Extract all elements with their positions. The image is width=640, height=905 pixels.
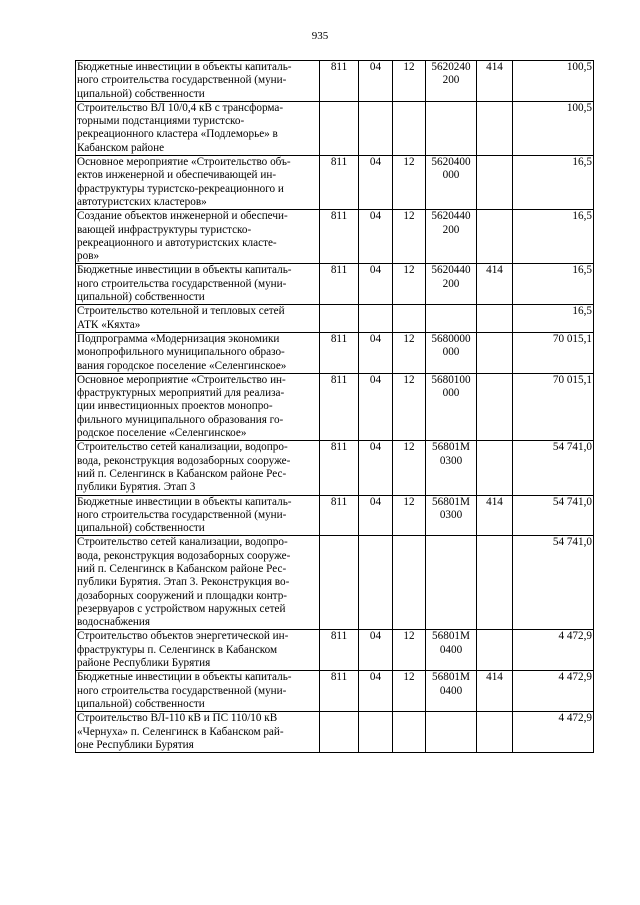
ministry-code-cell bbox=[320, 305, 359, 333]
table-row bbox=[76, 373, 594, 440]
expense-name-cell bbox=[76, 495, 320, 536]
target-article-line: 5680100 bbox=[431, 373, 471, 386]
ministry-code-cell: 811 bbox=[320, 495, 359, 536]
section-code-cell bbox=[359, 536, 393, 630]
section-code-cell: 04 bbox=[359, 332, 393, 373]
section-code-cell bbox=[359, 712, 393, 753]
subsection-code-cell: 12 bbox=[393, 671, 426, 712]
expense-name-line: автотуристских кластеров» bbox=[77, 195, 207, 208]
target-article-line: 0400 bbox=[439, 684, 463, 697]
expense-name-line: Бюджетные инвестиции в объекты капиталь- bbox=[77, 495, 292, 508]
expense-name-line: ципальной) собственности bbox=[77, 697, 205, 710]
expense-name-line: фраструктурных мероприятий для реализа- bbox=[77, 387, 285, 400]
section-code-cell bbox=[359, 101, 393, 155]
expense-name-cell bbox=[76, 210, 320, 264]
target-article-line: 5620440 bbox=[431, 210, 471, 223]
section-code-cell: 04 bbox=[359, 61, 393, 102]
expense-name-cell bbox=[76, 373, 320, 440]
expense-name-line: торными подстанциями туристско- bbox=[77, 115, 245, 128]
target-article-line: 000 bbox=[442, 169, 460, 182]
ministry-code-cell bbox=[320, 536, 359, 630]
expense-name-line: ципальной) собственности bbox=[77, 87, 205, 100]
expense-name-line: оне Республики Бурятия bbox=[77, 738, 194, 751]
expense-name-line: «Чернуха» п. Селенгинск в Кабанском рай- bbox=[77, 725, 284, 738]
expense-type-cell bbox=[477, 630, 513, 671]
amount-cell: 16,5 bbox=[513, 264, 594, 305]
expense-type-cell bbox=[477, 210, 513, 264]
subsection-code-cell: 12 bbox=[393, 156, 426, 210]
expense-name-line: Основное мероприятие «Строительство ин- bbox=[77, 373, 286, 386]
expense-name-line: резервуаров с устройством наружных сетей bbox=[77, 602, 286, 615]
table-row bbox=[76, 264, 594, 305]
target-article-line: 0300 bbox=[439, 454, 463, 467]
expense-name-line: фильного муниципального образования го- bbox=[77, 413, 284, 426]
target-article-line: 56801М bbox=[432, 630, 470, 643]
expense-name-line: рекреационного и автотуристских класте- bbox=[77, 236, 277, 249]
section-code-cell: 04 bbox=[359, 630, 393, 671]
section-code-cell: 04 bbox=[359, 156, 393, 210]
section-code-cell: 04 bbox=[359, 441, 393, 495]
expense-name-line: фраструктуры п. Селенгинск в Кабанском bbox=[77, 643, 278, 656]
amount-cell: 4 472,9 bbox=[513, 712, 594, 753]
subsection-code-cell bbox=[393, 305, 426, 333]
ministry-code-cell: 811 bbox=[320, 332, 359, 373]
target-article-line: 56801М bbox=[432, 495, 470, 508]
ministry-code-cell: 811 bbox=[320, 441, 359, 495]
expense-type-cell bbox=[477, 536, 513, 630]
expense-name-cell bbox=[76, 264, 320, 305]
target-article-line: 5620400 bbox=[431, 156, 471, 169]
expense-name-cell bbox=[76, 630, 320, 671]
target-article-line: 56801М bbox=[432, 671, 470, 684]
target-article-cell bbox=[426, 156, 477, 210]
ministry-code-cell: 811 bbox=[320, 630, 359, 671]
expense-name-line: ров» bbox=[77, 250, 100, 263]
expense-name-cell bbox=[76, 61, 320, 102]
target-article-cell bbox=[426, 495, 477, 536]
target-article-cell bbox=[426, 332, 477, 373]
amount-cell: 70 015,1 bbox=[513, 332, 594, 373]
amount-cell: 4 472,9 bbox=[513, 630, 594, 671]
section-code-cell: 04 bbox=[359, 264, 393, 305]
amount-cell: 4 472,9 bbox=[513, 671, 594, 712]
table-row bbox=[76, 101, 594, 155]
target-article-cell bbox=[426, 630, 477, 671]
subsection-code-cell: 12 bbox=[393, 264, 426, 305]
expense-name-line: монопрофильного муниципального образо- bbox=[77, 346, 285, 359]
target-article-line: 0300 bbox=[439, 508, 463, 521]
amount-cell: 16,5 bbox=[513, 305, 594, 333]
table-row bbox=[76, 210, 594, 264]
subsection-code-cell: 12 bbox=[393, 495, 426, 536]
ministry-code-cell: 811 bbox=[320, 373, 359, 440]
budget-table bbox=[75, 60, 594, 753]
table-row bbox=[76, 671, 594, 712]
table-row bbox=[76, 305, 594, 333]
expense-name-line: вода, реконструкция водозаборных сооруже- bbox=[77, 454, 291, 467]
amount-cell: 54 741,0 bbox=[513, 536, 594, 630]
table-row bbox=[76, 712, 594, 753]
subsection-code-cell: 12 bbox=[393, 210, 426, 264]
expense-name-line: ципальной) собственности bbox=[77, 291, 205, 304]
subsection-code-cell: 12 bbox=[393, 373, 426, 440]
target-article-line: 5680000 bbox=[431, 332, 471, 345]
subsection-code-cell: 12 bbox=[393, 61, 426, 102]
amount-cell: 70 015,1 bbox=[513, 373, 594, 440]
expense-name-line: родское поселение «Селенгинское» bbox=[77, 427, 247, 440]
subsection-code-cell: 12 bbox=[393, 332, 426, 373]
subsection-code-cell bbox=[393, 101, 426, 155]
table-row bbox=[76, 495, 594, 536]
expense-name-line: ного строительства государственной (муни- bbox=[77, 684, 287, 697]
budget-table-body bbox=[76, 61, 594, 753]
target-article-line: 000 bbox=[442, 387, 460, 400]
ministry-code-cell bbox=[320, 712, 359, 753]
expense-name-cell bbox=[76, 536, 320, 630]
target-article-cell bbox=[426, 712, 477, 753]
expense-name-line: Строительство объектов энергетической ин- bbox=[77, 630, 289, 643]
expense-type-cell bbox=[477, 101, 513, 155]
expense-type-cell bbox=[477, 373, 513, 440]
target-article-cell bbox=[426, 264, 477, 305]
target-article-cell bbox=[426, 441, 477, 495]
table-row bbox=[76, 156, 594, 210]
ministry-code-cell: 811 bbox=[320, 671, 359, 712]
page-number: 935 bbox=[311, 30, 329, 42]
expense-type-cell: 414 bbox=[477, 264, 513, 305]
expense-name-line: ного строительства государственной (муни- bbox=[77, 277, 287, 290]
expense-type-cell bbox=[477, 441, 513, 495]
amount-cell: 100,5 bbox=[513, 101, 594, 155]
table-row bbox=[76, 441, 594, 495]
expense-name-line: публики Бурятия. Этап 3. Реконструкция во- bbox=[77, 576, 290, 589]
table-row bbox=[76, 536, 594, 630]
expense-name-line: ний п. Селенгинск в Кабанском районе Рес- bbox=[77, 467, 287, 480]
expense-name-cell bbox=[76, 712, 320, 753]
expense-name-line: Бюджетные инвестиции в объекты капиталь- bbox=[77, 61, 292, 73]
expense-name-line: Подпрограмма «Модернизация экономики bbox=[77, 332, 280, 345]
section-code-cell: 04 bbox=[359, 373, 393, 440]
expense-name-line: публики Бурятия. Этап 3 bbox=[77, 481, 196, 494]
section-code-cell: 04 bbox=[359, 671, 393, 712]
table-row bbox=[76, 630, 594, 671]
section-code-cell: 04 bbox=[359, 210, 393, 264]
section-code-cell bbox=[359, 305, 393, 333]
expense-name-line: Строительство ВЛ-110 кВ и ПС 110/10 кВ bbox=[77, 712, 278, 725]
expense-name-line: районе Республики Бурятия bbox=[77, 657, 211, 670]
expense-name-line: Основное мероприятие «Строительство объ- bbox=[77, 156, 291, 169]
target-article-cell bbox=[426, 61, 477, 102]
subsection-code-cell bbox=[393, 712, 426, 753]
ministry-code-cell: 811 bbox=[320, 264, 359, 305]
expense-name-line: рекреационного кластера «Подлеморье» в bbox=[77, 128, 278, 141]
table-row bbox=[76, 61, 594, 102]
target-article-line: 5620440 bbox=[431, 264, 471, 277]
expense-name-line: ципальной) собственности bbox=[77, 522, 205, 535]
table-row bbox=[76, 332, 594, 373]
expense-name-line: Строительство котельной и тепловых сетей bbox=[77, 305, 285, 318]
expense-type-cell: 414 bbox=[477, 495, 513, 536]
ministry-code-cell: 811 bbox=[320, 156, 359, 210]
expense-name-line: ного строительства государственной (муни- bbox=[77, 74, 287, 87]
amount-cell: 54 741,0 bbox=[513, 441, 594, 495]
expense-name-line: Бюджетные инвестиции в объекты капиталь- bbox=[77, 264, 292, 277]
subsection-code-cell bbox=[393, 536, 426, 630]
target-article-cell bbox=[426, 373, 477, 440]
expense-type-cell bbox=[477, 305, 513, 333]
expense-name-cell bbox=[76, 101, 320, 155]
expense-name-cell bbox=[76, 156, 320, 210]
expense-name-line: вания городское поселение «Селенгинское» bbox=[77, 359, 287, 372]
subsection-code-cell: 12 bbox=[393, 630, 426, 671]
expense-name-line: Кабанском районе bbox=[77, 141, 165, 154]
expense-name-cell bbox=[76, 332, 320, 373]
expense-name-cell bbox=[76, 671, 320, 712]
expense-type-cell bbox=[477, 156, 513, 210]
expense-name-cell bbox=[76, 305, 320, 333]
expense-name-line: Строительство сетей канализации, водопро- bbox=[77, 536, 288, 549]
expense-name-line: АТК «Кяхта» bbox=[77, 318, 141, 331]
expense-name-line: вающей инфраструктуры туристско- bbox=[77, 223, 252, 236]
expense-name-line: ектов инженерной и обеспечивающей ин- bbox=[77, 169, 277, 182]
expense-name-line: ного строительства государственной (муни- bbox=[77, 508, 287, 521]
expense-name-line: Создание объектов инженерной и обеспечи- bbox=[77, 210, 288, 223]
expense-name-line: Бюджетные инвестиции в объекты капиталь- bbox=[77, 671, 292, 684]
expense-name-line: дозаборных сооружений и площадки контр- bbox=[77, 589, 288, 602]
expense-type-cell bbox=[477, 712, 513, 753]
target-article-cell bbox=[426, 671, 477, 712]
expense-name-line: Строительство сетей канализации, водопро- bbox=[77, 441, 288, 454]
target-article-line: 200 bbox=[442, 277, 460, 290]
target-article-line: 0400 bbox=[439, 643, 463, 656]
target-article-line: 200 bbox=[442, 74, 460, 87]
expense-name-line: фраструктуры туристско-рекреационного и bbox=[77, 182, 284, 195]
expense-name-cell bbox=[76, 441, 320, 495]
amount-cell: 16,5 bbox=[513, 156, 594, 210]
ministry-code-cell bbox=[320, 101, 359, 155]
target-article-line: 5620240 bbox=[431, 61, 471, 73]
target-article-cell bbox=[426, 305, 477, 333]
ministry-code-cell: 811 bbox=[320, 61, 359, 102]
expense-type-cell bbox=[477, 332, 513, 373]
expense-type-cell: 414 bbox=[477, 61, 513, 102]
target-article-line: 200 bbox=[442, 223, 460, 236]
subsection-code-cell: 12 bbox=[393, 441, 426, 495]
amount-cell: 54 741,0 bbox=[513, 495, 594, 536]
target-article-cell bbox=[426, 210, 477, 264]
expense-name-line: Строительство ВЛ 10/0,4 кВ с трансформа- bbox=[77, 101, 284, 114]
amount-cell: 16,5 bbox=[513, 210, 594, 264]
target-article-line: 000 bbox=[442, 346, 460, 359]
section-code-cell: 04 bbox=[359, 495, 393, 536]
target-article-cell bbox=[426, 101, 477, 155]
target-article-line: 56801М bbox=[432, 441, 470, 454]
expense-name-line: вода, реконструкция водозаборных сооруже- bbox=[77, 549, 291, 562]
amount-cell: 100,5 bbox=[513, 61, 594, 102]
expense-name-line: ции инвестиционных проектов монопро- bbox=[77, 400, 273, 413]
ministry-code-cell: 811 bbox=[320, 210, 359, 264]
expense-type-cell: 414 bbox=[477, 671, 513, 712]
expense-name-line: водоснабжения bbox=[77, 616, 151, 629]
target-article-cell bbox=[426, 536, 477, 630]
expense-name-line: ний п. Селенгинск в Кабанском районе Рес- bbox=[77, 562, 287, 575]
